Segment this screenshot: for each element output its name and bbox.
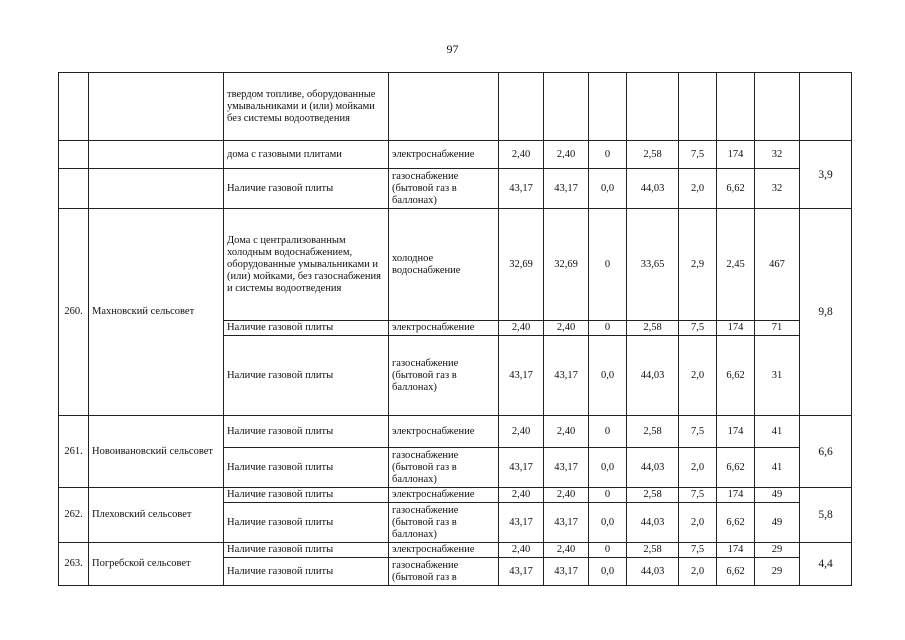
resource-cell: холодное водоснабжение xyxy=(389,209,499,321)
value-cell: 43,17 xyxy=(544,336,589,416)
value-cell: 2,45 xyxy=(717,209,755,321)
value-cell: 0 xyxy=(589,209,627,321)
value-cell: 43,17 xyxy=(499,448,544,488)
value-cell: 43,17 xyxy=(544,169,589,209)
value-cell: 0 xyxy=(589,543,627,558)
table-row xyxy=(59,73,852,141)
municipality-cell xyxy=(89,141,224,169)
value-cell: 43,17 xyxy=(499,336,544,416)
value-cell: 32,69 xyxy=(544,209,589,321)
value-cell: 2,58 xyxy=(627,543,679,558)
value-cell: 41 xyxy=(755,416,800,448)
tariff-table xyxy=(58,72,852,586)
resource-cell: газоснабжение (бытовой газ в баллонах) xyxy=(389,503,499,543)
resource-cell: электроснабжение xyxy=(389,141,499,169)
value-cell: 43,17 xyxy=(499,169,544,209)
table-row xyxy=(59,488,852,503)
housing-type-cell: Наличие газовой плиты xyxy=(224,336,389,416)
value-cell: 0 xyxy=(589,488,627,503)
value-cell: 2,0 xyxy=(679,558,717,586)
row-number-cell: 260. xyxy=(59,209,89,416)
value-cell: 43,17 xyxy=(499,503,544,543)
value-cell: 49 xyxy=(755,503,800,543)
value-cell: 44,03 xyxy=(627,169,679,209)
value-cell: 174 xyxy=(717,543,755,558)
value-cell: 467 xyxy=(755,209,800,321)
value-cell: 6,62 xyxy=(717,503,755,543)
resource-cell: электроснабжение xyxy=(389,321,499,336)
table-row xyxy=(59,543,852,558)
value-cell xyxy=(627,73,679,141)
municipality-cell: Новоивановский сельсовет xyxy=(89,416,224,488)
row-number-cell: 261. xyxy=(59,416,89,488)
row-number-cell xyxy=(59,73,89,141)
value-cell: 0,0 xyxy=(589,503,627,543)
value-cell: 2,58 xyxy=(627,416,679,448)
total-cell: 3,9 xyxy=(800,141,852,209)
value-cell: 2,0 xyxy=(679,448,717,488)
value-cell: 7,5 xyxy=(679,488,717,503)
value-cell: 32,69 xyxy=(499,209,544,321)
value-cell xyxy=(544,73,589,141)
value-cell: 43,17 xyxy=(499,558,544,586)
value-cell: 44,03 xyxy=(627,448,679,488)
value-cell: 44,03 xyxy=(627,558,679,586)
value-cell: 49 xyxy=(755,488,800,503)
table-row xyxy=(59,416,852,448)
value-cell: 174 xyxy=(717,321,755,336)
value-cell: 43,17 xyxy=(544,558,589,586)
value-cell: 2,40 xyxy=(544,543,589,558)
value-cell: 32 xyxy=(755,169,800,209)
value-cell: 33,65 xyxy=(627,209,679,321)
value-cell: 6,62 xyxy=(717,448,755,488)
municipality-cell: Плеховский сельсовет xyxy=(89,488,224,543)
total-cell: 9,8 xyxy=(800,209,852,416)
value-cell: 174 xyxy=(717,416,755,448)
value-cell: 2,58 xyxy=(627,141,679,169)
municipality-cell: Погребской сельсовет xyxy=(89,543,224,586)
value-cell xyxy=(679,73,717,141)
value-cell: 0,0 xyxy=(589,448,627,488)
total-cell: 5,8 xyxy=(800,488,852,543)
value-cell: 31 xyxy=(755,336,800,416)
value-cell: 7,5 xyxy=(679,321,717,336)
value-cell: 2,58 xyxy=(627,321,679,336)
value-cell: 6,62 xyxy=(717,558,755,586)
resource-cell: газоснабжение (бытовой газ в xyxy=(389,558,499,586)
value-cell: 7,5 xyxy=(679,416,717,448)
value-cell: 0 xyxy=(589,141,627,169)
housing-type-cell: Наличие газовой плиты xyxy=(224,321,389,336)
housing-type-cell: дома с газовыми плитами xyxy=(224,141,389,169)
value-cell: 6,62 xyxy=(717,336,755,416)
value-cell: 0,0 xyxy=(589,558,627,586)
value-cell: 2,9 xyxy=(679,209,717,321)
value-cell: 41 xyxy=(755,448,800,488)
value-cell: 2,40 xyxy=(499,321,544,336)
value-cell: 2,40 xyxy=(544,416,589,448)
resource-cell: электроснабжение xyxy=(389,488,499,503)
housing-type-cell: Наличие газовой плиты xyxy=(224,448,389,488)
table-row xyxy=(59,141,852,169)
page-number: 97 xyxy=(446,42,459,56)
value-cell: 2,40 xyxy=(499,141,544,169)
housing-type-cell: Наличие газовой плиты xyxy=(224,169,389,209)
resource-cell: электроснабжение xyxy=(389,543,499,558)
value-cell: 2,58 xyxy=(627,488,679,503)
value-cell: 2,0 xyxy=(679,336,717,416)
value-cell: 2,40 xyxy=(544,321,589,336)
housing-type-cell: Наличие газовой плиты xyxy=(224,488,389,503)
value-cell xyxy=(499,73,544,141)
value-cell: 29 xyxy=(755,543,800,558)
housing-type-cell: Наличие газовой плиты xyxy=(224,416,389,448)
value-cell xyxy=(717,73,755,141)
value-cell: 43,17 xyxy=(544,448,589,488)
resource-cell: электроснабжение xyxy=(389,416,499,448)
housing-type-cell: Дома с централизованным холодным водоснабжением, оборудованные умывальниками и (или) мойками, без газоснабжения и системы водоотведения xyxy=(224,209,389,321)
value-cell: 0,0 xyxy=(589,336,627,416)
row-number-cell: 262. xyxy=(59,488,89,543)
total-cell: 4,4 xyxy=(800,543,852,586)
resource-cell xyxy=(389,73,499,141)
table-row xyxy=(59,169,852,209)
value-cell: 2,40 xyxy=(544,141,589,169)
value-cell: 43,17 xyxy=(544,503,589,543)
row-number-cell xyxy=(59,169,89,209)
value-cell: 32 xyxy=(755,141,800,169)
value-cell: 0,0 xyxy=(589,169,627,209)
value-cell: 0 xyxy=(589,321,627,336)
value-cell: 44,03 xyxy=(627,503,679,543)
value-cell: 174 xyxy=(717,488,755,503)
value-cell: 2,40 xyxy=(499,488,544,503)
resource-cell: газоснабжение (бытовой газ в баллонах) xyxy=(389,448,499,488)
housing-type-cell: Наличие газовой плиты xyxy=(224,558,389,586)
value-cell xyxy=(755,73,800,141)
value-cell: 6,62 xyxy=(717,169,755,209)
total-cell xyxy=(800,73,852,141)
value-cell: 7,5 xyxy=(679,543,717,558)
row-number-cell: 263. xyxy=(59,543,89,586)
table-row xyxy=(59,209,852,321)
value-cell xyxy=(589,73,627,141)
value-cell: 71 xyxy=(755,321,800,336)
value-cell: 2,40 xyxy=(499,543,544,558)
value-cell: 0 xyxy=(589,416,627,448)
value-cell: 2,40 xyxy=(544,488,589,503)
housing-type-cell: Наличие газовой плиты xyxy=(224,503,389,543)
value-cell: 2,0 xyxy=(679,169,717,209)
value-cell: 29 xyxy=(755,558,800,586)
value-cell: 2,0 xyxy=(679,503,717,543)
municipality-cell xyxy=(89,169,224,209)
value-cell: 2,40 xyxy=(499,416,544,448)
housing-type-cell: Наличие газовой плиты xyxy=(224,543,389,558)
value-cell: 174 xyxy=(717,141,755,169)
municipality-cell: Махновский сельсовет xyxy=(89,209,224,416)
resource-cell: газоснабжение (бытовой газ в баллонах) xyxy=(389,169,499,209)
value-cell: 7,5 xyxy=(679,141,717,169)
row-number-cell xyxy=(59,141,89,169)
resource-cell: газоснабжение (бытовой газ в баллонах) xyxy=(389,336,499,416)
housing-type-cell: твердом топливе, оборудованные умывальниками и (или) мойками без системы водоотведения xyxy=(224,73,389,141)
value-cell: 44,03 xyxy=(627,336,679,416)
municipality-cell xyxy=(89,73,224,141)
total-cell: 6,6 xyxy=(800,416,852,488)
